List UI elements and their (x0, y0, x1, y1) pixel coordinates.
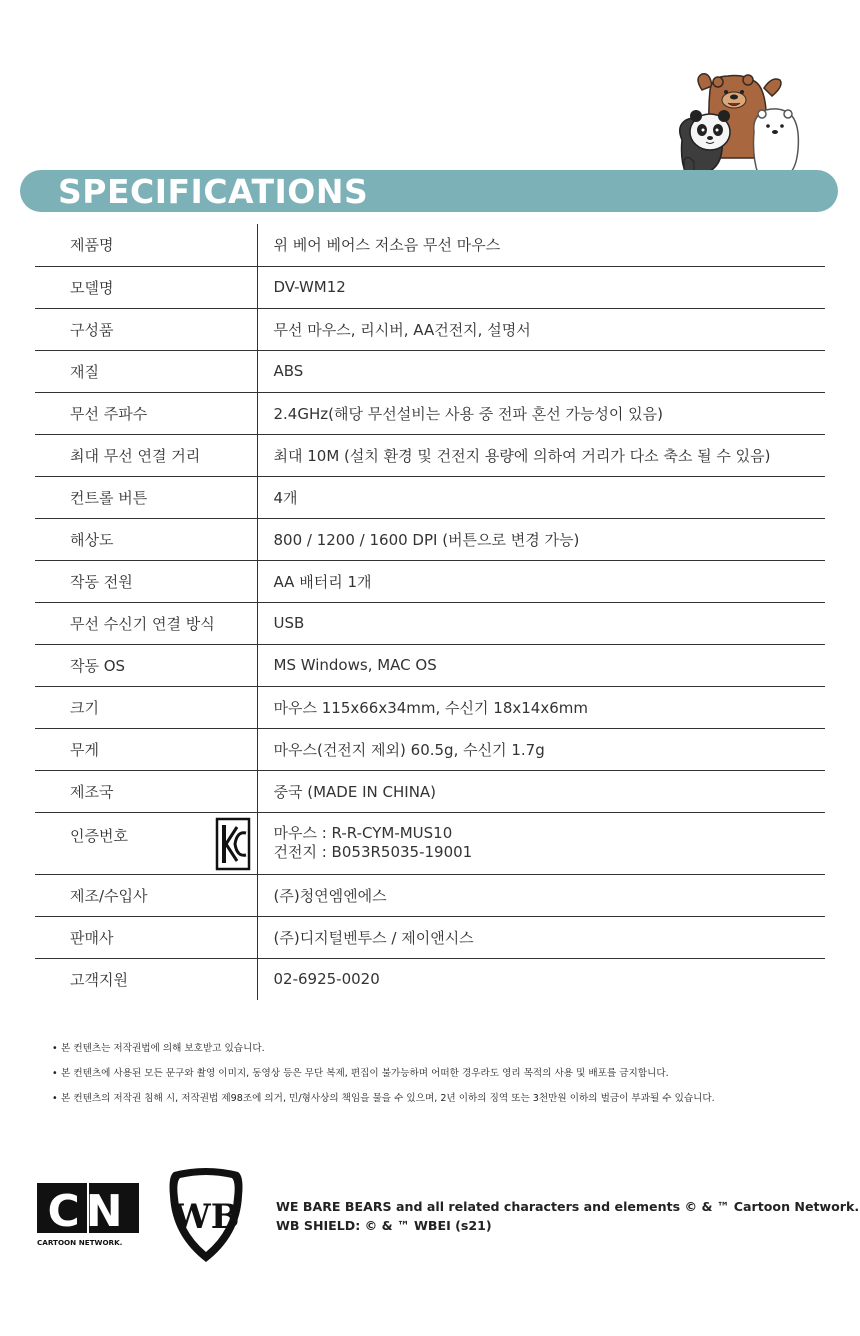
spec-row (35, 518, 825, 560)
spec-label: 제품명 (35, 224, 257, 266)
spec-value: 4개 (257, 476, 825, 518)
spec-row (35, 686, 825, 728)
spec-label: 고객지원 (70, 970, 128, 989)
copyright-notes (52, 1042, 832, 1117)
wb-shield-logo-icon (166, 1166, 246, 1264)
spec-value: 800 / 1200 / 1600 DPI (버튼으로 변경 가능) (257, 518, 825, 560)
spec-label: 컨트롤 버튼 (35, 476, 257, 518)
page-title: SPECIFICATIONS (58, 172, 369, 211)
ice-bear-icon (754, 109, 799, 174)
spec-value: ABS (257, 350, 825, 392)
we-bare-bears-characters-illustration (672, 70, 812, 176)
bullet: • (52, 1068, 58, 1079)
spec-row (35, 874, 825, 916)
spec-value: MS Windows, MAC OS (257, 644, 825, 686)
spec-value: 중국 (MADE IN CHINA) (257, 770, 825, 812)
spec-label: 무게 (35, 728, 257, 770)
legal-line-2: WB SHIELD: © & ™ WBEI (s21) (276, 1218, 492, 1233)
bullet: • (52, 1093, 58, 1104)
spec-label: 무선 주파수 (35, 392, 257, 434)
note-item: • 본 컨텐츠는 저작권법에 의해 보호받고 있습니다. (52, 1043, 265, 1054)
spec-row (35, 476, 825, 518)
spec-row (35, 560, 825, 602)
spec-label: 해상도 (35, 518, 257, 560)
note-item: • 본 컨텐츠에 사용된 모든 문구와 촬영 이미지, 동영상 등은 무단 복제, 편집이 불가능하며 어떠한 경우라도 영리 목적의 사용 및 배포를 금지합니다. (52, 1068, 669, 1079)
spec-row (35, 958, 825, 1000)
spec-label: 무선 수신기 연결 방식 (35, 602, 257, 644)
spec-value: (주)청연엠엔에스 (257, 874, 825, 916)
legal-notice (276, 1197, 860, 1235)
cert-label-cell (35, 812, 257, 874)
spec-value: (주)디지털벤투스 / 제이앤시스 (257, 916, 825, 958)
specifications-table (35, 224, 825, 1000)
spec-row (35, 308, 825, 350)
spec-value: USB (257, 602, 825, 644)
spec-value: 위 베어 베어스 저소음 무선 마우스 (257, 224, 825, 266)
spec-row (35, 770, 825, 812)
spec-label: 판매사 (35, 916, 257, 958)
kc-certification-mark-icon (215, 817, 251, 871)
spec-label: 구성품 (35, 308, 257, 350)
cn-logo-caption: CARTOON NETWORK. (37, 1238, 123, 1247)
spec-label: 최대 무선 연결 거리 (35, 434, 257, 476)
spec-label: 제조/수입사 (35, 874, 257, 916)
spec-row (35, 644, 825, 686)
spec-value: 02-6925-0020 (257, 958, 825, 1000)
cn-logo-letters: CN (47, 1186, 129, 1237)
wb-logo-letters: WB (172, 1197, 240, 1237)
bullet: • (52, 1043, 58, 1054)
legal-line-1: WE BARE BEARS and all related characters and elements © & ™ Cartoon Network. (276, 1199, 860, 1214)
spec-label: 작동 OS (35, 644, 257, 686)
spec-label: 재질 (35, 350, 257, 392)
cartoon-network-logo-icon (37, 1183, 147, 1249)
spec-row (35, 728, 825, 770)
spec-label: 인증번호 (70, 826, 128, 845)
note-item: • 본 컨텐츠의 저작권 침해 시, 저작권법 제98조에 의거, 민/형사상의 책임을 물을 수 있으며, 2년 이하의 징역 또는 3천만원 이하의 벌금이 부과될 수 있습니다. (52, 1093, 715, 1104)
specifications-banner (20, 170, 838, 212)
spec-value: 무선 마우스, 리시버, AA건전지, 설명서 (257, 308, 825, 350)
spec-row-certification (35, 812, 825, 874)
spec-row (35, 266, 825, 308)
spec-row (35, 434, 825, 476)
spec-value: AA 배터리 1개 (257, 560, 825, 602)
spec-label: 작동 전원 (35, 560, 257, 602)
panda-bear-icon (680, 110, 730, 174)
spec-row (35, 224, 825, 266)
spec-row (35, 602, 825, 644)
spec-row (35, 916, 825, 958)
spec-value: 최대 10M (설치 환경 및 건전지 용량에 의하여 거리가 다소 축소 될 수 있음) (257, 434, 825, 476)
spec-label: 크기 (35, 686, 257, 728)
cert-battery-number: 건전지 : B053R5035-19001 (273, 843, 473, 861)
spec-value: 마우스 115x66x34mm, 수신기 18x14x6mm (257, 686, 825, 728)
spec-label: 모델명 (35, 266, 257, 308)
spec-label: 제조국 (35, 770, 257, 812)
spec-value: DV-WM12 (257, 266, 825, 308)
cert-mouse-number: 마우스 : R-R-CYM-MUS10 (273, 824, 453, 842)
spec-value: 마우스(건전지 제외) 60.5g, 수신기 1.7g (257, 728, 825, 770)
spec-row (35, 350, 825, 392)
spec-value (257, 812, 825, 874)
spec-value: 2.4GHz(해당 무선설비는 사용 중 전파 혼선 가능성이 있음) (257, 392, 825, 434)
spec-row (35, 392, 825, 434)
